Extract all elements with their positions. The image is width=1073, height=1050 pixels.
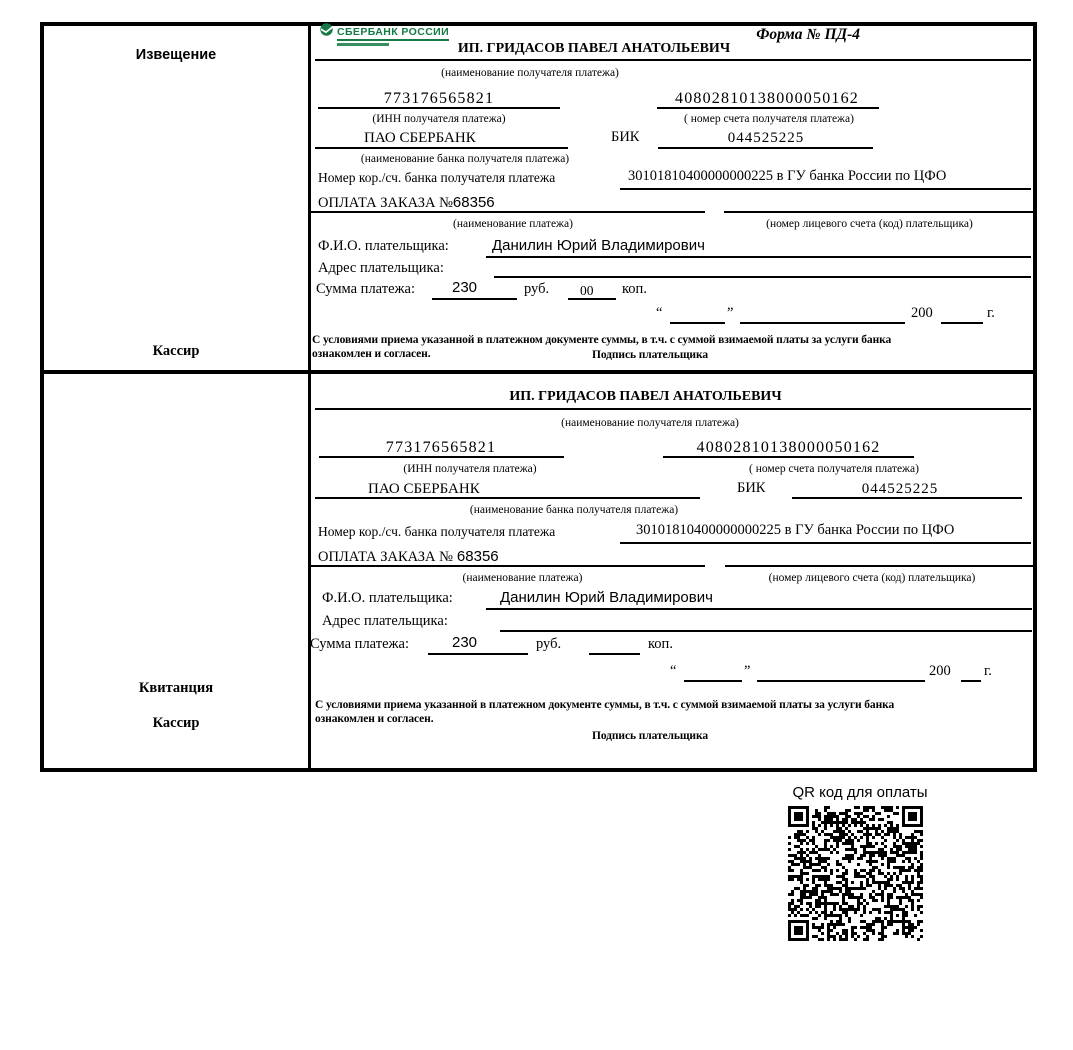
s1-year-prefix: 200 xyxy=(911,305,933,321)
s2-bik-underline xyxy=(792,497,1022,499)
s1-cashier-label: Кассир xyxy=(152,343,200,359)
column-divider xyxy=(308,22,311,772)
s1-date-quote-open: “ xyxy=(656,305,663,321)
s2-terms-line2: ознакомлен и согласен. xyxy=(315,713,434,725)
s1-bank-caption: (наименование банка получателя платежа) xyxy=(360,153,570,165)
s2-corr-value: 30101810400000000225 в ГУ банка России по ЦФО xyxy=(636,522,955,538)
s2-kop-label: коп. xyxy=(648,636,673,652)
s1-corr-label: Номер кор./сч. банка получателя платежа xyxy=(318,170,556,185)
s1-corr-value: 30101810400000000225 в ГУ банка России по ЦФО xyxy=(628,168,947,184)
s2-terms-line1: С условиями приема указанной в платежном документе суммы, в т.ч. с суммой взимаемой платы за услуги банка xyxy=(315,699,895,711)
s2-account-caption: ( номер счета получателя платежа) xyxy=(749,463,919,475)
s1-terms-line2: ознакомлен и согласен. xyxy=(312,348,431,360)
s2-personal-underline xyxy=(725,565,1035,567)
s2-payment-caption: (наименование платежа) xyxy=(462,572,583,584)
s1-payer-name: Данилин Юрий Владимирович xyxy=(492,237,705,254)
s1-year-suffix: г. xyxy=(987,305,995,321)
s2-side-label: Квитанция xyxy=(138,680,214,696)
s2-account-value: 40802810138000050162 xyxy=(696,439,881,456)
s2-payment-name xyxy=(318,548,499,566)
sberbank-logo-name: СБЕРБАНК РОССИИ xyxy=(337,26,449,41)
s1-account-underline xyxy=(657,107,879,109)
s1-amount-rub-underline xyxy=(432,298,517,300)
s2-amount-rub-underline xyxy=(428,653,528,655)
s2-date-quote-open: “ xyxy=(670,663,677,679)
s1-address-underline xyxy=(494,276,1031,278)
s2-amount-kop-underline xyxy=(589,653,640,655)
s2-payee-name: ИП. ГРИДАСОВ ПАВЕЛ АНАТОЛЬЕВИЧ xyxy=(509,389,782,404)
s2-personal-caption: (номер лицевого счета (код) плательщика) xyxy=(768,572,976,584)
s1-account-value: 40802810138000050162 xyxy=(675,90,859,107)
s2-payer-label: Ф.И.О. плательщика: xyxy=(322,590,453,606)
s2-inn-caption: (ИНН получателя платежа) xyxy=(403,463,537,475)
sberbank-logo-icon xyxy=(320,23,333,41)
s1-payment-underline xyxy=(308,211,705,213)
s2-bank-underline xyxy=(315,497,700,499)
qr-caption: QR код для оплаты xyxy=(792,784,928,801)
s1-terms-line1: С условиями приема указанной в платежном документе суммы, в т.ч. с суммой взимаемой платы за услуги банка xyxy=(312,334,892,346)
s2-payment-name-label: ОПЛАТА ЗАКАЗА № xyxy=(318,549,453,565)
s2-cashier-label: Кассир xyxy=(152,715,200,731)
s1-bank-name: ПАО СБЕРБАНК xyxy=(364,130,476,146)
s1-corr-underline xyxy=(620,188,1031,190)
s2-date-day-underline xyxy=(684,680,742,682)
s2-date-month-underline xyxy=(757,680,925,682)
s1-inn-caption: (ИНН получателя платежа) xyxy=(372,113,506,125)
qr-code xyxy=(788,806,923,941)
s2-inn-value: 773176565821 xyxy=(385,439,497,456)
s1-rub-label: руб. xyxy=(524,281,550,297)
s2-bik-label: БИК xyxy=(737,480,766,496)
s1-date-day-underline xyxy=(670,322,725,324)
s1-personal-caption: (номер лицевого счета (код) плательщика) xyxy=(766,218,973,230)
s1-bik-value: 044525225 xyxy=(727,130,805,146)
s2-corr-label: Номер кор./сч. банка получателя платежа xyxy=(318,524,556,539)
s2-year-suffix: г. xyxy=(984,663,992,679)
s1-payment-name xyxy=(318,194,495,212)
s1-payee-caption: (наименование получателя платежа) xyxy=(441,67,619,79)
s1-date-quote-close: ” xyxy=(727,305,734,321)
s1-side-label: Извещение xyxy=(135,47,217,63)
s1-date-month-underline xyxy=(740,322,905,324)
s1-payee-name: ИП. ГРИДАСОВ ПАВЕЛ АНАТОЛЬЕВИЧ xyxy=(457,41,731,56)
s2-account-underline xyxy=(663,456,914,458)
s1-amount-rub: 230 xyxy=(452,279,478,296)
s1-payee-underline xyxy=(315,59,1031,61)
s2-payee-caption: (наименование получателя платежа) xyxy=(561,417,739,429)
s1-signature-label: Подпись плательщика xyxy=(592,349,708,361)
s1-inn-underline xyxy=(318,107,560,109)
section-divider xyxy=(40,370,1037,374)
s1-account-caption: ( номер счета получателя платежа) xyxy=(684,113,854,125)
s2-payer-name: Данилин Юрий Владимирович xyxy=(500,589,713,606)
s1-payer-underline xyxy=(486,256,1031,258)
s2-bank-caption: (наименование банка получателя платежа) xyxy=(469,504,679,516)
s1-inn-value: 773176565821 xyxy=(383,90,495,107)
form-number-label: Форма № ПД-4 xyxy=(756,26,860,43)
s1-bik-label: БИК xyxy=(611,129,640,145)
s1-order-number: 68356 xyxy=(452,194,495,211)
s2-payer-underline xyxy=(486,608,1032,610)
s2-payee-underline xyxy=(315,408,1031,410)
s2-bank-name: ПАО СБЕРБАНК xyxy=(368,481,480,497)
s2-signature-label: Подпись плательщика xyxy=(592,730,708,742)
s1-bank-underline xyxy=(315,147,568,149)
s1-amount-label: Сумма платежа: xyxy=(316,281,415,297)
s1-payment-caption: (наименование платежа) xyxy=(453,218,573,230)
s1-address-label: Адрес плательщика: xyxy=(318,260,444,276)
s2-amount-rub: 230 xyxy=(452,634,478,651)
s1-amount-kop: 00 xyxy=(580,283,594,298)
s2-bik-value: 044525225 xyxy=(861,481,939,497)
s1-payment-name-label: ОПЛАТА ЗАКАЗА № xyxy=(318,195,453,211)
s2-order-number: 68356 xyxy=(456,548,499,565)
s2-inn-underline xyxy=(319,456,564,458)
s2-payment-underline xyxy=(308,565,705,567)
s1-bik-underline xyxy=(658,147,873,149)
s1-year-underline xyxy=(941,322,983,324)
s1-personal-underline xyxy=(724,211,1034,213)
s2-rub-label: руб. xyxy=(536,636,562,652)
s2-address-label: Адрес плательщика: xyxy=(322,613,448,629)
s1-payer-label: Ф.И.О. плательщика: xyxy=(318,238,449,254)
s2-amount-label: Сумма платежа: xyxy=(310,636,409,652)
s1-kop-label: коп. xyxy=(622,281,647,297)
s2-year-underline xyxy=(961,680,981,682)
s2-date-quote-close: ” xyxy=(744,663,751,679)
s2-corr-underline xyxy=(620,542,1031,544)
s2-address-underline xyxy=(500,630,1032,632)
s2-year-prefix: 200 xyxy=(929,663,951,679)
